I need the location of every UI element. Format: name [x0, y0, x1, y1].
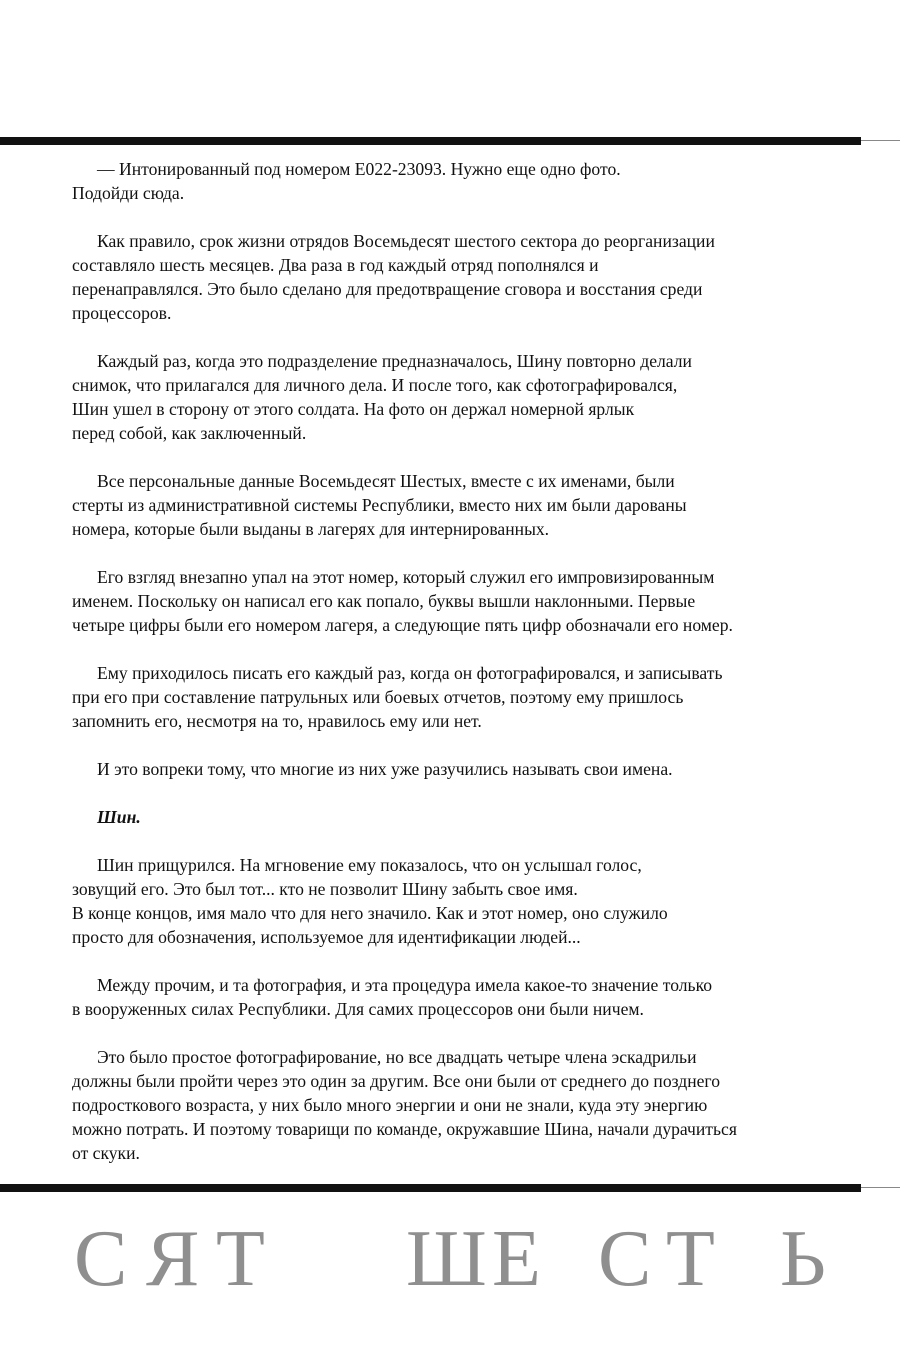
- footer-letter: С: [598, 1215, 652, 1303]
- text-line: Шин ушел в сторону от этого солдата. На фото он держал номерной ярлык: [72, 399, 635, 419]
- top-rule: [0, 137, 900, 145]
- paragraph: [72, 661, 842, 733]
- text-line: должны были пройти через это один за другим. Все они были от среднего до позднего: [72, 1071, 720, 1091]
- paragraph: [72, 349, 842, 445]
- text-line: Каждый раз, когда это подразделение предназначалось, Шину повторно делали: [97, 351, 692, 371]
- text-line: четыре цифры были его номером лагеря, а следующие пять цифр обозначали его номер.: [72, 615, 733, 635]
- text-line: процессоров.: [72, 303, 172, 323]
- text-line: можно потрать. И поэтому товарищи по команде, окружавшие Шина, начали дурачиться: [72, 1119, 737, 1139]
- footer-letter: Ь: [780, 1215, 826, 1303]
- paragraph: [72, 229, 842, 325]
- text-line: зовущий его. Это был тот... кто не позволит Шину забыть свое имя.: [72, 879, 578, 899]
- text-line: Шин прищурился. На мгновение ему показалось, что он услышал голос,: [97, 855, 642, 875]
- bottom-rule-thin: [861, 1187, 900, 1188]
- text-line: в вооруженных силах Республики. Для самих процессоров они были ничем.: [72, 999, 644, 1019]
- text-line: именем. Поскольку он написал его как попало, буквы вышли наклонными. Первые: [72, 591, 696, 611]
- text-line: от скуки.: [72, 1143, 140, 1163]
- text-line: В конце концов, имя мало что для него значило. Как и этот номер, оно служило: [72, 903, 668, 923]
- text-line: номера, которые были выданы в лагерях для интернированных.: [72, 519, 550, 539]
- paragraph: [72, 157, 842, 205]
- text-line: Шин.: [97, 807, 141, 827]
- text-line: запомнить его, несмотря на то, нравилось ему или нет.: [72, 711, 482, 731]
- text-line: Между прочим, и та фотография, и эта процедура имела какое-то значение только: [97, 975, 713, 995]
- footer-letter: Т: [216, 1215, 265, 1303]
- text-line: стерты из административной системы Республики, вместо них им были дарованы: [72, 495, 687, 515]
- text-line: подросткового возраста, у них было много энергии и они не знали, куда эту энергию: [72, 1095, 708, 1115]
- footer-letter: Т: [666, 1215, 715, 1303]
- bottom-rule: [0, 1184, 900, 1192]
- text-line: И это вопреки тому, что многие из них уже разучились называть свои имена.: [97, 759, 673, 779]
- text-line: Как правило, срок жизни отрядов Восемьдесят шестого сектора до реорганизации: [97, 231, 715, 251]
- paragraph: [72, 805, 842, 829]
- paragraph: [72, 565, 842, 637]
- text-line: Все персональные данные Восемьдесят Шестых, вместе с их именами, были: [97, 471, 675, 491]
- paragraph: [72, 853, 842, 949]
- text-line: перед собой, как заключенный.: [72, 423, 307, 443]
- paragraph: [72, 469, 842, 541]
- text-line: просто для обозначения, используемое для идентификации людей...: [72, 927, 581, 947]
- text-line: при его при составление патрульных или боевых отчетов, поэтому ему пришлось: [72, 687, 684, 707]
- footer-letter: Е: [492, 1215, 541, 1303]
- text-line: Его взгляд внезапно упал на этот номер, который служил его импровизированным: [97, 567, 715, 587]
- paragraph: [72, 1045, 842, 1165]
- footer-running-title: [74, 1214, 854, 1304]
- footer-letter: Ш: [406, 1215, 487, 1303]
- bottom-rule-thick: [0, 1184, 861, 1192]
- text-line: перенаправлялся. Это было сделано для предотвращение сговора и восстания среди: [72, 279, 703, 299]
- footer-letter: Я: [146, 1215, 200, 1303]
- text-line: Это было простое фотографирование, но все двадцать четыре члена эскадрильи: [97, 1047, 697, 1067]
- text-line: составляло шесть месяцев. Два раза в год каждый отряд пополнялся и: [72, 255, 599, 275]
- text-line: Ему приходилось писать его каждый раз, когда он фотографировался, и записывать: [97, 663, 723, 683]
- text-line: — Интонированный под номером E022-23093. Нужно еще одно фото.: [97, 159, 621, 179]
- footer-letter: С: [74, 1215, 128, 1303]
- paragraph: [72, 973, 842, 1021]
- text-line: снимок, что прилагался для личного дела. И после того, как сфотографировался,: [72, 375, 678, 395]
- page-body-text: [72, 157, 842, 1189]
- top-rule-thick: [0, 137, 861, 145]
- paragraph: [72, 757, 842, 781]
- top-rule-thin: [861, 140, 900, 141]
- text-line: Подойди сюда.: [72, 183, 185, 203]
